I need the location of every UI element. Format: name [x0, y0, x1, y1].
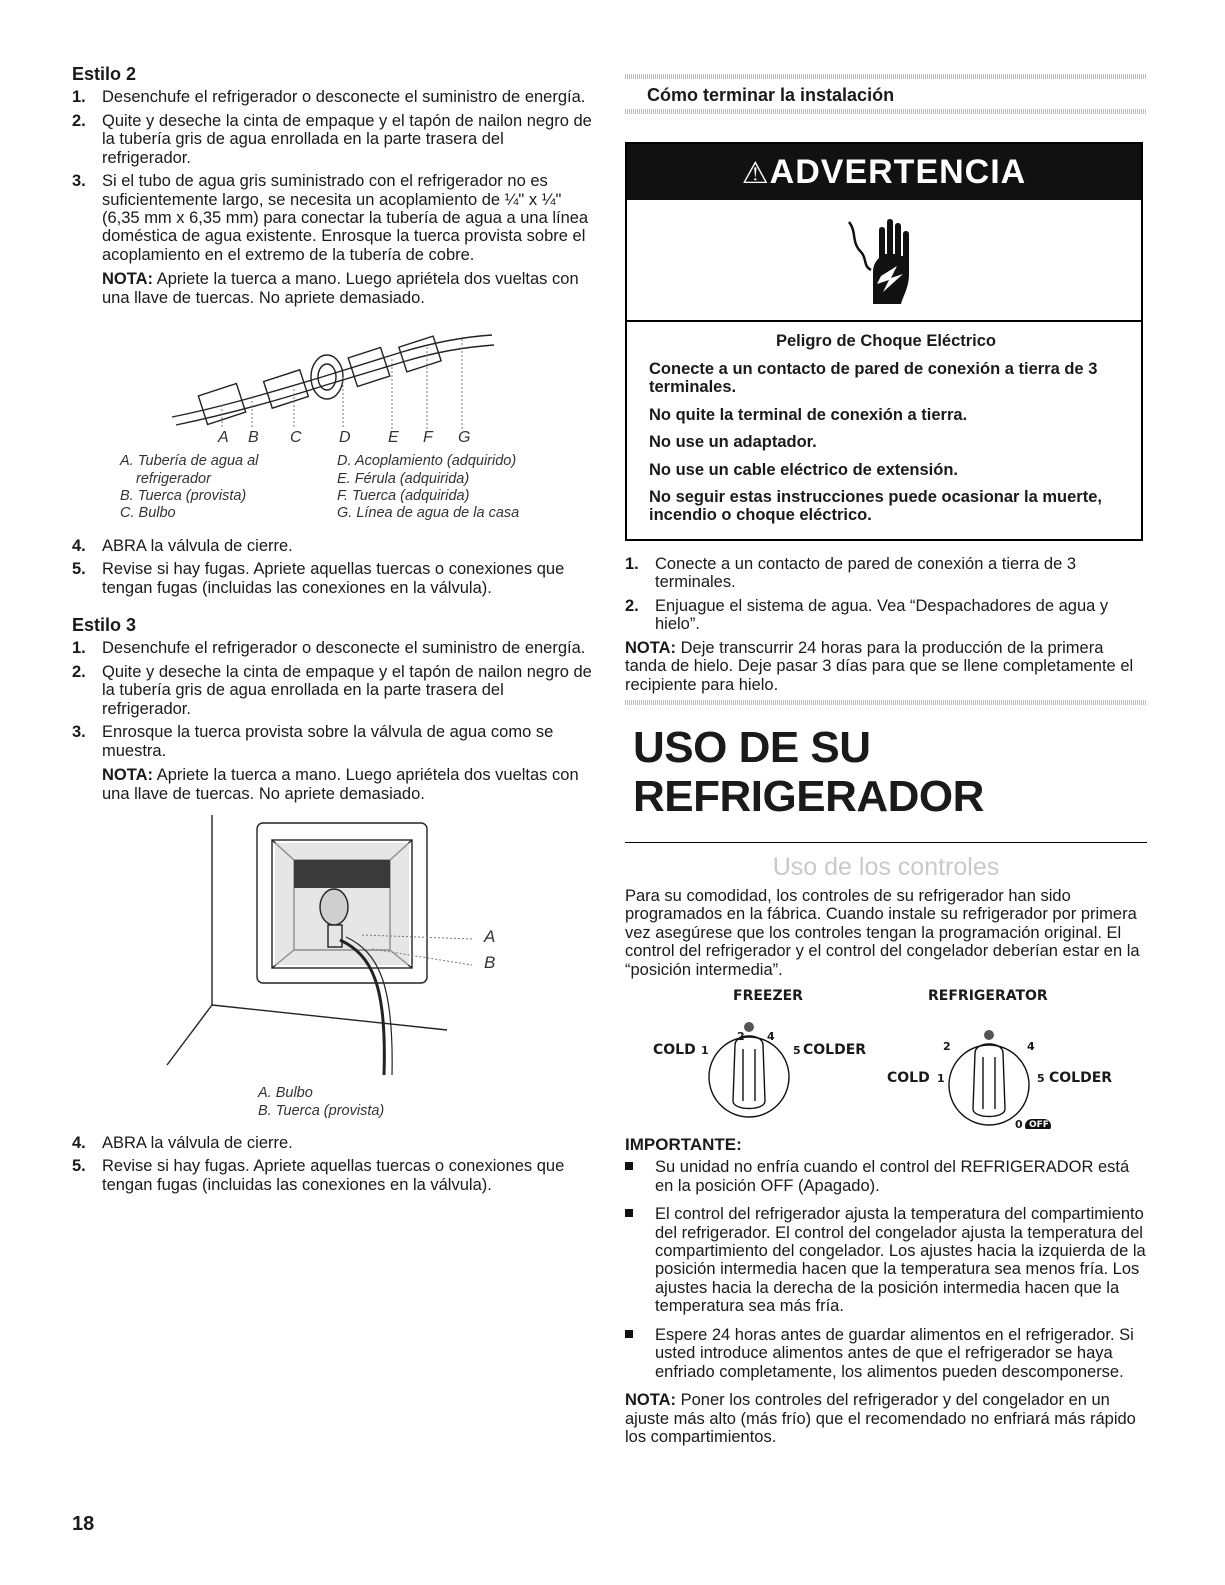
- refrigerator-num: 0: [1015, 1118, 1023, 1132]
- freezer-label: FREEZER: [733, 988, 803, 1005]
- freezer-num: 2: [737, 1030, 745, 1044]
- water-valve-illustration: [72, 815, 592, 1085]
- finish-steps: [625, 555, 1147, 634]
- list-item: Su unidad no enfría cuando el control del REFRIGERADOR está en la posición OFF (Apagado).: [625, 1158, 1147, 1195]
- valve-captions: A. Bulbo B. Tuerca (provista): [258, 1085, 385, 1119]
- pipe-fitting-illustration: [72, 317, 592, 429]
- importante-bullets: [625, 1158, 1147, 1381]
- warning-body: Peligro de Choque Eléctrico Conecte a un contacto de pared de conexión a tierra de 3 terminales. No quite la terminal de conexión a tierra. No use un adaptador. No use un cable eléctrico de extensión. No seguir estas instrucciones puede ocasionar la muerte, incendio o choque eléctrico.: [649, 332, 1102, 525]
- freezer-num: 4: [767, 1030, 775, 1044]
- como-heading: Cómo terminar la instalación: [647, 85, 895, 105]
- refrigerator-num: 5: [1037, 1072, 1045, 1086]
- dotted-rule: [625, 700, 1147, 705]
- refrigerator-cold-label: COLD: [887, 1070, 930, 1087]
- finish-nota: NOTA: Deje transcurrir 24 horas para la producción de la primera tanda de hielo. Deje pasar 3 días para que se llene completamente el recipiente para hielo.: [625, 638, 1134, 694]
- freezer-colder-label: COLDER: [803, 1042, 867, 1059]
- off-badge: OFF: [1029, 1120, 1049, 1131]
- valve-letter-a: A: [484, 927, 496, 947]
- list-item: 4. ABRA la válvula de cierre.: [72, 1133, 293, 1152]
- freezer-num: 1: [701, 1044, 709, 1058]
- valve-letter-b: B: [484, 953, 496, 973]
- dials-figure: [625, 988, 1147, 1132]
- list-item: El control del refrigerador ajusta la temperatura del compartimiento del refrigerador. El control del congelador ajusta la temperatura del compartimiento del congelador. Los ajustes hacia la izquierda de la posición intermedia hacen que la temperatura sea menos fría. Los ajustes hacia la derecha de la posición intermedia hacen que la temperatura sea más fría.: [625, 1205, 1147, 1316]
- fitting-letters: A B C D E F G: [218, 429, 471, 447]
- estilo2-steps: [72, 88, 592, 307]
- refrigerator-num: 4: [1027, 1040, 1035, 1054]
- title-rule: [625, 842, 1147, 843]
- dial-illustrations: [625, 989, 1147, 1132]
- list-item: 3. Si el tubo de agua gris suministrado con el refrigerador no es suficientemente largo, se necesita un acoplamiento de ¼" x ¼" (6,35 mm x 6,35 mm) para conectar la tubería de agua a una línea doméstica de agua existente. Enrosque la tuerca provista sobre el acoplamiento en el extremo de la tubería de cobre. NOTA: Apriete la tuerca a mano. Luego apriétela dos vueltas con una llave de tuercas. No apriete demasiado.: [72, 172, 592, 307]
- freezer-num: 5: [793, 1044, 801, 1058]
- list-item: 1. Desenchufe el refrigerador o desconecte el suministro de energía.: [72, 639, 586, 658]
- refrigerator-num: 1: [937, 1072, 945, 1086]
- list-item: 2. Quite y deseche la cinta de empaque y el tapón de nailon negro de la tubería gris de agua enrollada en la parte trasera del refrigerador.: [72, 662, 592, 718]
- list-item: 2. Quite y deseche la cinta de empaque y el tapón de nailon negro de la tubería gris de agua enrollada en la parte trasera del refrigerador.: [72, 111, 592, 167]
- warning-header: ⚠ADVERTENCIA: [627, 144, 1141, 200]
- refrigerator-num: 2: [943, 1040, 951, 1054]
- list-item: 4. ABRA la válvula de cierre.: [72, 536, 293, 555]
- electric-shock-hand-icon: [843, 212, 923, 312]
- importante-heading: IMPORTANTE:: [625, 1135, 742, 1155]
- controls-intro: Para su comodidad, los controles de su refrigerador han sido programados en la fábrica. Cuando instale su refrigerador por primera vez asegúrese que los controles tengan la programación original. El control del refrigerador y el control del congelador deberían estar en la “posición intermedia”.: [625, 886, 1140, 979]
- right-column: [625, 74, 1147, 1447]
- final-nota: NOTA: Poner los controles del refrigerador y del congelador en un ajuste más alto (más frío) que el recomendado no enfriará más rápido los compartimientos.: [625, 1391, 1136, 1447]
- freezer-cold-label: COLD: [653, 1042, 696, 1059]
- list-item: 1. Desenchufe el refrigerador o desconecte el suministro de energía.: [72, 88, 586, 107]
- list-item: 5. Revise si hay fugas. Apriete aquellas tuercas o conexiones que tengan fugas (incluidas las conexiones en la válvula).: [72, 560, 565, 597]
- list-item: 2. Enjuague el sistema de agua. Vea “Despachadores de agua y hielo”.: [625, 596, 1109, 634]
- estilo2-steps-after: [72, 537, 592, 597]
- list-item: 3. Enrosque la tuerca provista sobre la válvula de agua como se muestra. NOTA: Apriete la tuerca a mano. Luego apriétela dos vueltas con una llave de tuercas. No apriete demasiado.: [72, 723, 592, 803]
- left-column: [72, 64, 592, 1199]
- estilo3-steps: [72, 639, 592, 803]
- estilo2-nota: NOTA: Apriete la tuerca a mano. Luego apriétela dos vueltas con una llave de tuercas. No apriete demasiado.: [102, 270, 579, 307]
- page-number: 18: [72, 1513, 95, 1535]
- dotted-rule: [625, 109, 1147, 114]
- dotted-rule: [625, 74, 1147, 79]
- warning-icon-area: [627, 200, 1141, 322]
- list-item: 5. Revise si hay fugas. Apriete aquellas tuercas o conexiones que tengan fugas (incluidas las conexiones en la válvula).: [72, 1157, 565, 1194]
- section-title: Uso de los controles: [772, 852, 1000, 881]
- warning-triangle-icon: ⚠: [741, 157, 770, 191]
- warning-box: [625, 142, 1143, 541]
- estilo3-heading: Estilo 3: [72, 615, 137, 636]
- list-item: Espere 24 horas antes de guardar alimentos en el refrigerador. Si usted introduce alimentos antes de que el refrigerador se haya enfriado completamente, los alimentos pueden descomponerse.: [625, 1326, 1147, 1381]
- page-title: USO DE SU REFRIGERADOR: [633, 723, 984, 822]
- fitting-figure: [72, 317, 592, 429]
- estilo2-heading: Estilo 2: [72, 64, 137, 84]
- refrigerator-colder-label: COLDER: [1049, 1070, 1113, 1087]
- refrigerator-label: REFRIGERATOR: [928, 988, 1048, 1005]
- estilo3-steps-after: [72, 1134, 592, 1194]
- fitting-captions: A. Tubería de agua al refrigerador B. Tuerca (provista) C. Bulbo D. Acoplamiento (adquirido) E. Férula (adquirida) F. Tuerca (adquirida) G. Línea de agua de la casa: [120, 453, 520, 522]
- list-item: 1. Conecte a un contacto de pared de conexión a tierra de 3 terminales.: [625, 554, 1077, 592]
- estilo3-nota: NOTA: Apriete la tuerca a mano. Luego apriétela dos vueltas con una llave de tuercas. No apriete demasiado.: [102, 766, 579, 803]
- valve-figure: [72, 815, 592, 1085]
